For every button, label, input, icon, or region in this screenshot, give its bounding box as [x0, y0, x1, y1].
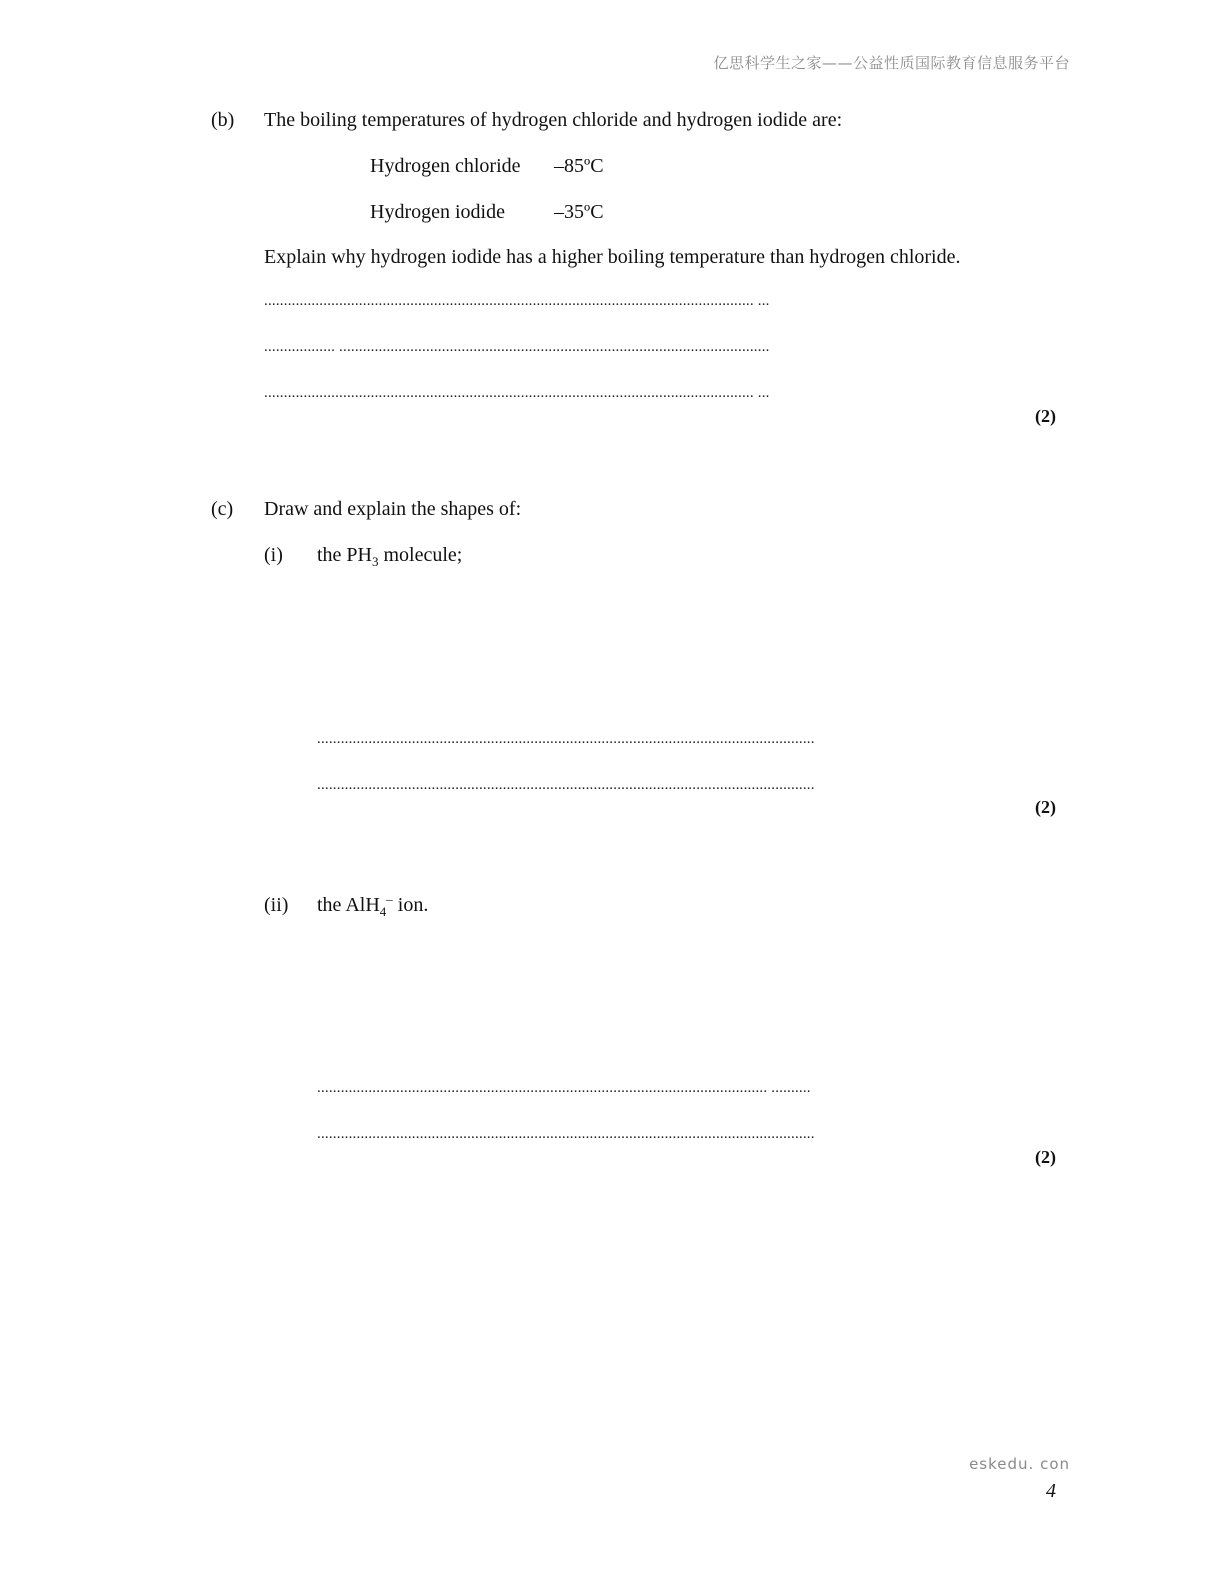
sub-ii-text: the AlH$_4$– ion.: [317, 891, 429, 919]
footer-site: eskedu. con: [969, 1455, 1070, 1473]
subscript: 3: [372, 554, 379, 569]
answer-line: ............................................................................................................................ ...: [264, 293, 770, 309]
page-number: 4: [1046, 1480, 1056, 1502]
compound-name-hcl: Hydrogen chloride: [370, 155, 521, 177]
part-c-label: (c): [211, 498, 234, 520]
sub-i-text: the $PH_3$ molecule;: [317, 544, 463, 569]
marks-label: (2): [1035, 1147, 1056, 1167]
sub-ii-label: (ii): [264, 894, 289, 916]
subscript: 4: [379, 904, 387, 919]
compound-temp-hcl: –85ºC: [554, 155, 604, 177]
answer-line: ..............................................................................................................................: [317, 1126, 815, 1142]
compound-name-hi: Hydrogen iodide: [370, 201, 505, 223]
superscript: –: [386, 891, 393, 907]
compound-temp-hi: –35ºC: [554, 201, 604, 223]
answer-line: .................. .............................................................................................................: [264, 339, 770, 355]
marks-label: (2): [1035, 797, 1056, 817]
answer-line: ..............................................................................................................................: [317, 731, 815, 747]
part-b-label: (b): [211, 109, 235, 131]
part-c-question: Draw and explain the shapes of:: [264, 498, 522, 520]
part-b-question: The boiling temperatures of hydrogen chloride and hydrogen iodide are:: [264, 109, 843, 131]
header-watermark: 亿思科学生之家——公益性质国际教育信息服务平台: [713, 54, 1070, 72]
answer-line: ............................................................................................................................ ...: [264, 385, 770, 401]
marks-label: (2): [1035, 406, 1056, 426]
answer-line: .................................................................................................................. ..........: [317, 1080, 811, 1096]
part-b-prompt: Explain why hydrogen iodide has a higher boiling temperature than hydrogen chloride.: [264, 246, 961, 268]
answer-line: ..............................................................................................................................: [317, 777, 815, 793]
sub-i-label: (i): [264, 544, 283, 566]
